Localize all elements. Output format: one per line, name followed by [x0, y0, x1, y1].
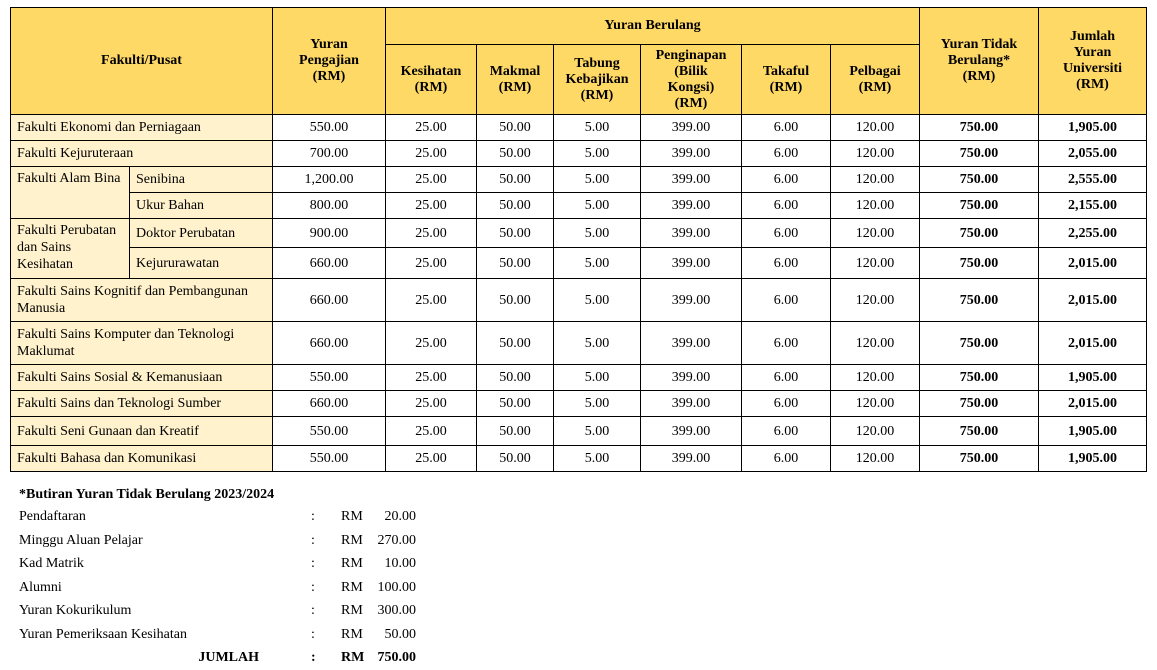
total-label: JUMLAH — [198, 650, 259, 665]
jumlah-cell: 2,555.00 — [1039, 167, 1147, 193]
tuition-cell: 900.00 — [273, 219, 386, 248]
kesihatan-cell: 25.00 — [386, 141, 477, 167]
kesihatan-cell: 25.00 — [386, 365, 477, 391]
table-row — [11, 322, 1147, 365]
header-non-recurring: Yuran Tidak Berulang* (RM) — [920, 8, 1039, 115]
header-takaful: Takaful (RM) — [742, 45, 831, 115]
makmal-cell: 50.00 — [477, 193, 554, 219]
tabung-cell: 5.00 — [554, 322, 641, 365]
tidak_berulang-cell: 750.00 — [920, 219, 1039, 248]
penginapan-cell: 399.00 — [641, 365, 742, 391]
faculty-cell: Fakulti Sains Komputer dan Teknologi Maklumat — [11, 322, 273, 365]
header-penginapan: Penginapan (Bilik Kongsi) (RM) — [641, 45, 742, 115]
makmal-cell: 50.00 — [477, 115, 554, 141]
tabung-cell: 5.00 — [554, 391, 641, 417]
pelbagai-cell: 120.00 — [831, 141, 920, 167]
penginapan-cell: 399.00 — [641, 279, 742, 322]
takaful-cell: 6.00 — [742, 141, 831, 167]
program-cell: Ukur Bahan — [130, 193, 273, 219]
takaful-cell: 6.00 — [742, 279, 831, 322]
penginapan-cell: 399.00 — [641, 193, 742, 219]
makmal-cell: 50.00 — [477, 219, 554, 248]
pelbagai-cell: 120.00 — [831, 417, 920, 446]
item-label: Yuran Pemeriksaan Kesihatan — [19, 626, 187, 642]
makmal-cell: 50.00 — [477, 365, 554, 391]
kesihatan-cell: 25.00 — [386, 193, 477, 219]
tidak_berulang-cell: 750.00 — [920, 365, 1039, 391]
fee-table — [10, 7, 1147, 472]
kesihatan-cell: 25.00 — [386, 115, 477, 141]
item-label: Alumni — [19, 579, 62, 595]
tabung-cell: 5.00 — [554, 248, 641, 279]
faculty-cell: Fakulti Seni Gunaan dan Kreatif — [11, 417, 273, 446]
table-row — [11, 391, 1147, 417]
table-row — [11, 248, 1147, 279]
jumlah-cell: 1,905.00 — [1039, 417, 1147, 446]
item-label: Yuran Kokurikulum — [19, 603, 132, 618]
table-row — [11, 279, 1147, 322]
tidak_berulang-cell: 750.00 — [920, 279, 1039, 322]
penginapan-cell: 399.00 — [641, 322, 742, 365]
tuition-cell: 550.00 — [273, 115, 386, 141]
faculty-cell: Fakulti Kejuruteraan — [11, 141, 273, 167]
faculty-cell: Fakulti Sains Kognitif dan Pembangunan Manusia — [11, 279, 273, 322]
header-pelbagai: Pelbagai (RM) — [831, 45, 920, 115]
kesihatan-cell: 25.00 — [386, 248, 477, 279]
item-label: Pendaftaran — [19, 509, 86, 524]
makmal-cell: 50.00 — [477, 279, 554, 322]
takaful-cell: 6.00 — [742, 115, 831, 141]
table-row — [11, 167, 1147, 193]
header-recurring-group: Yuran Berulang — [386, 8, 920, 45]
tuition-cell: 660.00 — [273, 279, 386, 322]
pelbagai-cell: 120.00 — [831, 279, 920, 322]
takaful-cell: 6.00 — [742, 248, 831, 279]
header-tabung: Tabung Kebajikan (RM) — [554, 45, 641, 115]
makmal-cell: 50.00 — [477, 446, 554, 472]
jumlah-cell: 2,255.00 — [1039, 219, 1147, 248]
takaful-cell: 6.00 — [742, 322, 831, 365]
item-amount: 10.00 — [384, 556, 416, 571]
makmal-cell: 50.00 — [477, 167, 554, 193]
tabung-cell: 5.00 — [554, 219, 641, 248]
kesihatan-cell: 25.00 — [386, 219, 477, 248]
header-total: Jumlah Yuran Universiti (RM) — [1039, 8, 1147, 115]
item-label: Minggu Aluan Pelajar — [19, 532, 143, 548]
jumlah-cell: 2,015.00 — [1039, 322, 1147, 365]
jumlah-cell: 1,905.00 — [1039, 365, 1147, 391]
kesihatan-cell: 25.00 — [386, 391, 477, 417]
penginapan-cell: 399.00 — [641, 115, 742, 141]
breakdown-total-row: JUMLAH : RM 750.00 — [19, 646, 416, 670]
program-cell: Doktor Perubatan — [130, 219, 273, 248]
takaful-cell: 6.00 — [742, 391, 831, 417]
faculty-cell: Fakulti Ekonomi dan Perniagaan — [11, 115, 273, 141]
faculty-cell: Fakulti Sains Sosial & Kemanusiaan — [11, 365, 273, 391]
faculty-cell: Fakulti Bahasa dan Komunikasi — [11, 446, 273, 472]
breakdown-item: Minggu Aluan Pelajar : RM 270.00 — [19, 529, 416, 553]
pelbagai-cell: 120.00 — [831, 248, 920, 279]
tuition-cell: 550.00 — [273, 365, 386, 391]
pelbagai-cell: 120.00 — [831, 391, 920, 417]
item-amount: 270.00 — [377, 532, 416, 548]
breakdown-item: Yuran Pemeriksaan Kesihatan : RM 50.00 — [19, 623, 416, 647]
table-row — [11, 417, 1147, 446]
takaful-cell: 6.00 — [742, 167, 831, 193]
kesihatan-cell: 25.00 — [386, 446, 477, 472]
pelbagai-cell: 120.00 — [831, 193, 920, 219]
total-amount: 750.00 — [377, 650, 416, 665]
header-tuition: Yuran Pengajian (RM) — [273, 8, 386, 115]
tuition-cell: 800.00 — [273, 193, 386, 219]
tidak_berulang-cell: 750.00 — [920, 167, 1039, 193]
makmal-cell: 50.00 — [477, 391, 554, 417]
item-label: Kad Matrik — [19, 556, 84, 571]
takaful-cell: 6.00 — [742, 417, 831, 446]
breakdown-item: Yuran Kokurikulum : RM 300.00 — [19, 599, 416, 623]
tabung-cell: 5.00 — [554, 167, 641, 193]
header-faculty: Fakulti/Pusat — [11, 8, 273, 115]
takaful-cell: 6.00 — [742, 365, 831, 391]
penginapan-cell: 399.00 — [641, 391, 742, 417]
kesihatan-cell: 25.00 — [386, 167, 477, 193]
tuition-cell: 660.00 — [273, 248, 386, 279]
pelbagai-cell: 120.00 — [831, 365, 920, 391]
tuition-cell: 1,200.00 — [273, 167, 386, 193]
tidak_berulang-cell: 750.00 — [920, 248, 1039, 279]
tidak_berulang-cell: 750.00 — [920, 446, 1039, 472]
pelbagai-cell: 120.00 — [831, 446, 920, 472]
table-row — [11, 141, 1147, 167]
tuition-cell: 700.00 — [273, 141, 386, 167]
faculty-cell: Fakulti Alam Bina — [11, 167, 130, 219]
breakdown-item: Kad Matrik : RM 10.00 — [19, 552, 416, 576]
tuition-cell: 550.00 — [273, 417, 386, 446]
jumlah-cell: 2,015.00 — [1039, 279, 1147, 322]
header-kesihatan: Kesihatan (RM) — [386, 45, 477, 115]
tabung-cell: 5.00 — [554, 115, 641, 141]
breakdown-item: Alumni : RM 100.00 — [19, 576, 416, 600]
pelbagai-cell: 120.00 — [831, 219, 920, 248]
program-cell: Kejururawatan — [130, 248, 273, 279]
takaful-cell: 6.00 — [742, 219, 831, 248]
kesihatan-cell: 25.00 — [386, 279, 477, 322]
pelbagai-cell: 120.00 — [831, 115, 920, 141]
kesihatan-cell: 25.00 — [386, 417, 477, 446]
tidak_berulang-cell: 750.00 — [920, 193, 1039, 219]
tabung-cell: 5.00 — [554, 365, 641, 391]
tidak_berulang-cell: 750.00 — [920, 141, 1039, 167]
tabung-cell: 5.00 — [554, 193, 641, 219]
breakdown-title: *Butiran Yuran Tidak Berulang 2023/2024 — [19, 487, 275, 502]
faculty-cell: Fakulti Sains dan Teknologi Sumber — [11, 391, 273, 417]
makmal-cell: 50.00 — [477, 141, 554, 167]
tidak_berulang-cell: 750.00 — [920, 322, 1039, 365]
tabung-cell: 5.00 — [554, 141, 641, 167]
takaful-cell: 6.00 — [742, 193, 831, 219]
penginapan-cell: 399.00 — [641, 141, 742, 167]
item-amount: 20.00 — [384, 509, 416, 524]
jumlah-cell: 1,905.00 — [1039, 115, 1147, 141]
tabung-cell: 5.00 — [554, 446, 641, 472]
pelbagai-cell: 120.00 — [831, 322, 920, 365]
table-row — [11, 219, 1147, 248]
table-row — [11, 115, 1147, 141]
jumlah-cell: 2,055.00 — [1039, 141, 1147, 167]
item-amount: 300.00 — [377, 603, 416, 618]
breakdown-item: Pendaftaran : RM 20.00 — [19, 505, 416, 529]
tabung-cell: 5.00 — [554, 279, 641, 322]
kesihatan-cell: 25.00 — [386, 322, 477, 365]
table-row — [11, 365, 1147, 391]
table-row — [11, 446, 1147, 472]
tuition-cell: 660.00 — [273, 391, 386, 417]
faculty-cell: Fakulti Perubatan dan Sains Kesihatan — [11, 219, 130, 279]
makmal-cell: 50.00 — [477, 248, 554, 279]
tuition-cell: 550.00 — [273, 446, 386, 472]
makmal-cell: 50.00 — [477, 417, 554, 446]
penginapan-cell: 399.00 — [641, 167, 742, 193]
penginapan-cell: 399.00 — [641, 248, 742, 279]
header-makmal: Makmal (RM) — [477, 45, 554, 115]
tidak_berulang-cell: 750.00 — [920, 115, 1039, 141]
jumlah-cell: 2,015.00 — [1039, 391, 1147, 417]
penginapan-cell: 399.00 — [641, 446, 742, 472]
program-cell: Senibina — [130, 167, 273, 193]
table-row — [11, 193, 1147, 219]
pelbagai-cell: 120.00 — [831, 167, 920, 193]
item-amount: 50.00 — [384, 626, 416, 642]
jumlah-cell: 2,015.00 — [1039, 248, 1147, 279]
item-amount: 100.00 — [377, 579, 416, 595]
non-recurring-breakdown — [19, 485, 416, 670]
penginapan-cell: 399.00 — [641, 417, 742, 446]
tidak_berulang-cell: 750.00 — [920, 391, 1039, 417]
takaful-cell: 6.00 — [742, 446, 831, 472]
jumlah-cell: 2,155.00 — [1039, 193, 1147, 219]
makmal-cell: 50.00 — [477, 322, 554, 365]
tuition-cell: 660.00 — [273, 322, 386, 365]
tabung-cell: 5.00 — [554, 417, 641, 446]
penginapan-cell: 399.00 — [641, 219, 742, 248]
jumlah-cell: 1,905.00 — [1039, 446, 1147, 472]
tidak_berulang-cell: 750.00 — [920, 417, 1039, 446]
